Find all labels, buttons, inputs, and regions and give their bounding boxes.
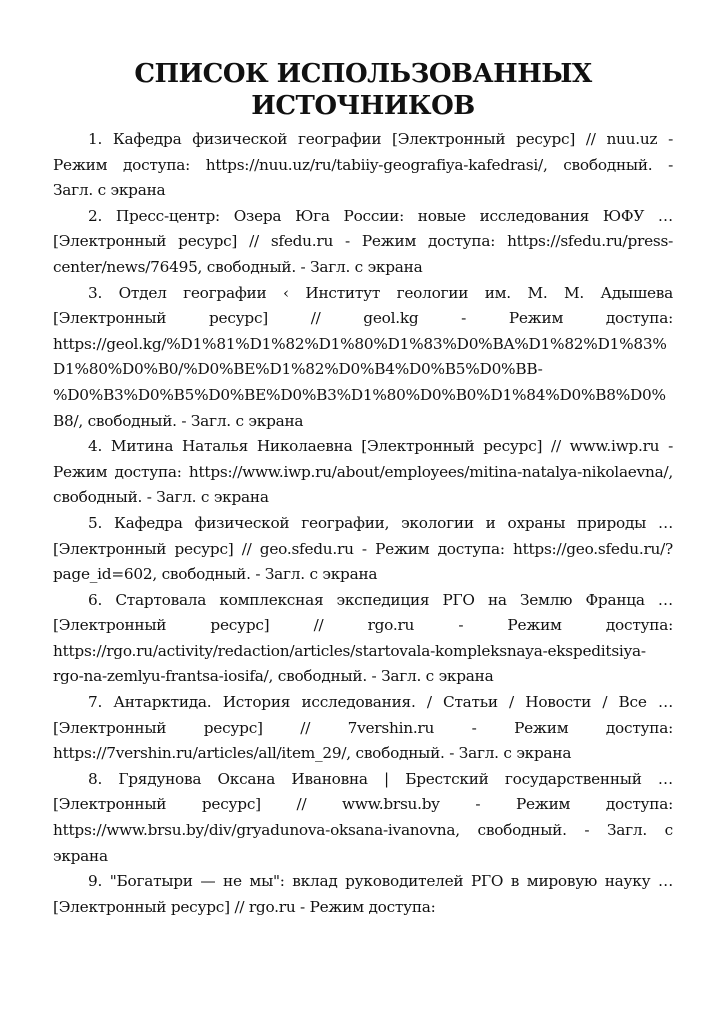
reference-number: 1. [88,130,103,148]
reference-number: 4. [88,437,103,456]
reference-text: Пресс-центр: Озера Юга России: новые исследования ЮФУ … [Электронный ресурс] // sfedu.ru - Режим доступа: https://sfedu.ru/press-center/news/76495, свободный. - Загл. с экрана [53,206,673,276]
reference-item [53,434,673,511]
reference-text: Кафедра физической географии [Электронный ресурс] // nuu.uz - Режим доступа: https://nuu.uz/ru/tabiiy-geografiya-kafedrasi/, свободный. - Загл. с экрана [53,130,673,200]
reference-number: 9. [88,872,103,891]
reference-text: Кафедра физической географии, экологии и охраны природы … [Электронный ресурс] // geo.sfedu.ru - Режим доступа: https://geo.sfedu.ru/?page_id=602, свободный. - Загл. с экрана [53,513,673,584]
reference-number: 3. [88,283,103,302]
reference-number: 7. [88,693,103,712]
reference-item [53,767,673,869]
reference-number: 2. [88,206,103,225]
reference-text: Отдел географии ‹ Институт геологии им. М. М. Адышева [Электронный ресурс] // geol.kg - Режим доступа: https://geol.kg/%D1%81%D1%82%D1%80%D1%83%D0%BA%D1%82%D1%83%D1%80%D0%B0/%D0%BE%D1%82%D0%B4%D0%B5%D0%BB-%D0%B3%D0%B5%D0%BE%D0%B3%D1%80%D0%B0%D1%84%D0%B8%D0%B8/, свободный. - Загл. с экрана [53,283,673,430]
reference-text: Антарктида. История исследования. / Статьи / Новости / Все … [Электронный ресурс] // 7vershin.ru - Режим доступа: https://7vershin.ru/articles/all/item_29/, свободный. - Загл. с экрана [53,693,673,763]
reference-item [53,204,673,281]
reference-text: Митина Наталья Николаевна [Электронный ресурс] // www.iwp.ru - Режим доступа: https://www.iwp.ru/about/employees/mitina-natalya-nikolaevna/, свободный. - Загл. с экрана [53,437,673,507]
reference-item [53,690,673,767]
reference-item [53,588,673,690]
reference-item [53,127,673,204]
reference-text: "Богатыри — не мы": вклад руководителей РГО в мировую науку … [Электронный ресурс] // rgo.ru - Режим доступа: [53,872,673,916]
page-title: СПИСОК ИСПОЛЬЗОВАННЫХ ИСТОЧНИКОВ [134,59,592,121]
reference-list [53,127,673,920]
reference-number: 5. [88,513,103,532]
reference-number: 6. [88,590,103,609]
reference-text: Стартовала комплексная экспедиция РГО на Землю Франца … [Электронный ресурс] // rgo.ru - Режим доступа: https://rgo.ru/activity/redaction/articles/startovala-kompleksnaya-ekspeditsiya-rgo-na-zemlyu-frantsa-iosifa/, свободный. - Загл. с экрана [53,590,673,686]
reference-item [53,869,673,920]
reference-number: 8. [88,769,103,788]
reference-text: Грядунова Оксана Ивановна | Брестский государственный … [Электронный ресурс] // www.brsu.by - Режим доступа: https://www.brsu.by/div/gryadunova-oksana-ivanovna, свободный. - Загл. с экрана [53,769,673,865]
reference-item [53,511,673,588]
reference-item [53,281,673,435]
document-page [53,58,673,920]
